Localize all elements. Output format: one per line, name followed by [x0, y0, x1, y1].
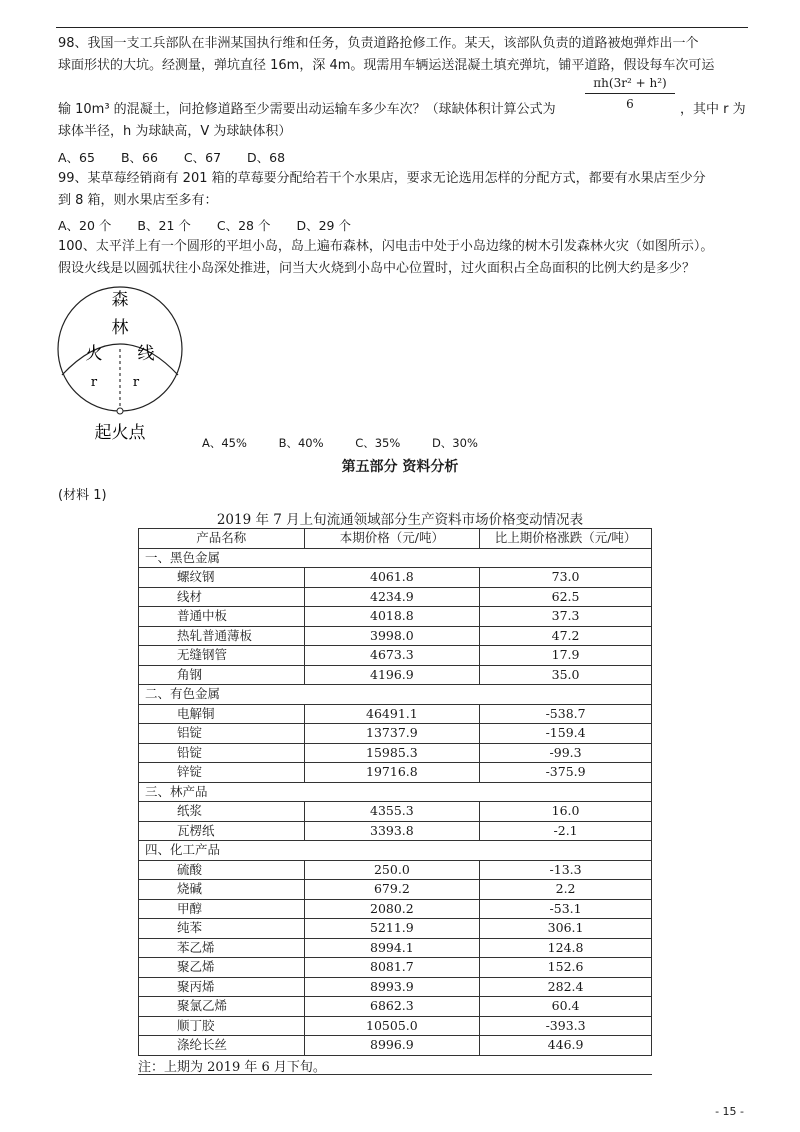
- product-name-cell: 线材: [139, 587, 305, 607]
- table-header-row: [139, 529, 652, 549]
- header-change: 比上期价格涨跌（元/吨）: [480, 529, 652, 549]
- current-price-cell: 4673.3: [304, 646, 480, 666]
- table-row: [139, 607, 652, 627]
- current-price-cell: 250.0: [304, 860, 480, 880]
- top-rule: [56, 27, 748, 28]
- price-change-cell: 17.9: [480, 646, 652, 666]
- table-row: [139, 977, 652, 997]
- price-change-cell: -99.3: [480, 743, 652, 763]
- fire-line-arc: [62, 344, 178, 375]
- product-name-cell: 甲醇: [139, 899, 305, 919]
- header-product: 产品名称: [139, 529, 305, 549]
- sphere-cap-formula: [585, 76, 675, 111]
- product-name-cell: 聚乙烯: [139, 958, 305, 978]
- formula-numerator: πh(3r² + h²): [585, 76, 675, 94]
- option-a: A、45%: [202, 436, 247, 450]
- option-b: B、21 个: [137, 218, 191, 233]
- table-row: [139, 704, 652, 724]
- price-change-cell: 35.0: [480, 665, 652, 685]
- table-row: [139, 626, 652, 646]
- current-price-cell: 3998.0: [304, 626, 480, 646]
- question-98-options: [58, 148, 307, 166]
- price-change-cell: 37.3: [480, 607, 652, 627]
- current-price-cell: 4061.8: [304, 568, 480, 588]
- table-row: [139, 899, 652, 919]
- category-row: [139, 548, 652, 568]
- current-price-cell: 679.2: [304, 880, 480, 900]
- radius-label-right: r: [132, 375, 140, 390]
- category-empty-cell: [480, 548, 652, 568]
- table-row: [139, 587, 652, 607]
- question-100-options: [202, 435, 506, 451]
- table-row: [139, 665, 652, 685]
- fire-line-char-1: 火: [85, 344, 103, 364]
- question-99-line2: 到 8 箱，则水果店至多有：: [58, 193, 218, 208]
- island-fire-diagram: [50, 283, 200, 445]
- price-change-cell: -159.4: [480, 724, 652, 744]
- price-change-cell: 152.6: [480, 958, 652, 978]
- category-label: 二、有色金属: [139, 685, 305, 705]
- table-row: [139, 860, 652, 880]
- price-change-cell: -13.3: [480, 860, 652, 880]
- question-98-line4: 球体半径，h 为球缺高，V 为球缺体积）: [58, 124, 292, 139]
- category-row: [139, 685, 652, 705]
- product-name-cell: 纸浆: [139, 802, 305, 822]
- product-name-cell: 铝锭: [139, 724, 305, 744]
- product-name-cell: 热轧普通薄板: [139, 626, 305, 646]
- current-price-cell: 4018.8: [304, 607, 480, 627]
- product-name-cell: 烧碱: [139, 880, 305, 900]
- current-price-cell: 19716.8: [304, 763, 480, 783]
- category-empty-cell: [304, 841, 480, 861]
- price-change-cell: -538.7: [480, 704, 652, 724]
- product-name-cell: 纯苯: [139, 919, 305, 939]
- product-name-cell: 顺丁胶: [139, 1016, 305, 1036]
- product-name-cell: 普通中板: [139, 607, 305, 627]
- price-table: [138, 528, 652, 1056]
- price-change-cell: 446.9: [480, 1036, 652, 1056]
- product-name-cell: 铅锭: [139, 743, 305, 763]
- fire-line-char-2: 线: [137, 344, 155, 364]
- product-name-cell: 聚氯乙烯: [139, 997, 305, 1017]
- option-c: C、67: [183, 150, 222, 165]
- price-change-cell: 2.2: [480, 880, 652, 900]
- table-row: [139, 1036, 652, 1056]
- current-price-cell: 6862.3: [304, 997, 480, 1017]
- question-98-line3-tail: ，其中 r 为: [680, 102, 746, 117]
- table-row: [139, 568, 652, 588]
- current-price-cell: 4355.3: [304, 802, 480, 822]
- formula-denominator: 6: [626, 97, 634, 111]
- current-price-cell: 8996.9: [304, 1036, 480, 1056]
- table-body: [139, 548, 652, 1055]
- current-price-cell: 2080.2: [304, 899, 480, 919]
- price-change-cell: -53.1: [480, 899, 652, 919]
- current-price-cell: 3393.8: [304, 821, 480, 841]
- option-a: A、65: [58, 150, 95, 165]
- option-d: D、29 个: [296, 218, 351, 233]
- table-row: [139, 802, 652, 822]
- current-price-cell: 46491.1: [304, 704, 480, 724]
- option-d: D、30%: [431, 436, 478, 450]
- question-100-line1: 100、太平洋上有一个圆形的平坦小岛，岛上遍布森林，闪电击中处于小岛边缘的树木引发森林火灾（如图所示）。: [58, 239, 714, 254]
- product-name-cell: 锌锭: [139, 763, 305, 783]
- price-change-cell: 60.4: [480, 997, 652, 1017]
- category-empty-cell: [304, 685, 480, 705]
- question-98-line3: 输 10m³ 的混凝土，问抢修道路至少需要出动运输车多少车次？（球缺体积计算公式为: [58, 102, 556, 117]
- radius-label-left: r: [90, 375, 98, 390]
- table-row: [139, 958, 652, 978]
- product-name-cell: 聚丙烯: [139, 977, 305, 997]
- option-c: C、35%: [355, 436, 401, 450]
- material-label: (材料 1): [58, 488, 107, 503]
- question-100-line2: 假设火线是以圆弧状往小岛深处推进，问当大火烧到小岛中心位置时，过火面积占全岛面积的比例大约是多少？: [58, 261, 696, 276]
- price-change-cell: 73.0: [480, 568, 652, 588]
- option-d: D、68: [247, 150, 286, 165]
- product-name-cell: 无缝钢管: [139, 646, 305, 666]
- price-change-cell: 124.8: [480, 938, 652, 958]
- forest-char-2: 林: [111, 318, 129, 338]
- table-row: [139, 763, 652, 783]
- current-price-cell: 4234.9: [304, 587, 480, 607]
- table-row: [139, 1016, 652, 1036]
- table-note: 注：上期为 2019 年 6 月下旬。: [138, 1060, 326, 1075]
- current-price-cell: 8993.9: [304, 977, 480, 997]
- current-price-cell: 10505.0: [304, 1016, 480, 1036]
- table-row: [139, 724, 652, 744]
- current-price-cell: 13737.9: [304, 724, 480, 744]
- product-name-cell: 角钢: [139, 665, 305, 685]
- question-98-line1: 98、我国一支工兵部队在非洲某国执行维和任务，负责道路抢修工作。某天，该部队负责的道路被炮弹炸出一个: [58, 36, 699, 51]
- question-99-line1: 99、某草莓经销商有 201 箱的草莓要分配给若干个水果店，要求无论选用怎样的分配方式，都要有水果店至少分: [58, 171, 706, 186]
- table-row: [139, 743, 652, 763]
- price-change-cell: 282.4: [480, 977, 652, 997]
- price-change-cell: -2.1: [480, 821, 652, 841]
- category-row: [139, 782, 652, 802]
- category-empty-cell: [480, 841, 652, 861]
- category-label: 三、林产品: [139, 782, 305, 802]
- page-number: - 15 -: [715, 1105, 744, 1118]
- table-row: [139, 821, 652, 841]
- current-price-cell: 5211.9: [304, 919, 480, 939]
- option-c: C、28 个: [216, 218, 271, 233]
- table-row: [139, 646, 652, 666]
- current-price-cell: 8994.1: [304, 938, 480, 958]
- product-name-cell: 硫酸: [139, 860, 305, 880]
- option-b: B、40%: [278, 436, 324, 450]
- category-empty-cell: [304, 548, 480, 568]
- product-name-cell: 瓦楞纸: [139, 821, 305, 841]
- product-name-cell: 苯乙烯: [139, 938, 305, 958]
- price-change-cell: 47.2: [480, 626, 652, 646]
- product-name-cell: 电解铜: [139, 704, 305, 724]
- table-title: 2019 年 7 月上旬流通领域部分生产资料市场价格变动情况表: [216, 512, 584, 528]
- category-label: 四、化工产品: [139, 841, 305, 861]
- current-price-cell: 4196.9: [304, 665, 480, 685]
- price-change-cell: 306.1: [480, 919, 652, 939]
- current-price-cell: 8081.7: [304, 958, 480, 978]
- product-name-cell: 螺纹钢: [139, 568, 305, 588]
- category-label: 一、黑色金属: [139, 548, 305, 568]
- price-change-cell: -393.3: [480, 1016, 652, 1036]
- category-empty-cell: [480, 782, 652, 802]
- section-title: 第五部分 资料分析: [341, 459, 459, 475]
- option-b: B、66: [120, 150, 158, 165]
- header-current-price: 本期价格（元/吨）: [304, 529, 480, 549]
- table-row: [139, 919, 652, 939]
- forest-char-1: 森: [111, 290, 129, 310]
- product-name-cell: 涤纶长丝: [139, 1036, 305, 1056]
- table-row: [139, 997, 652, 1017]
- price-change-cell: -375.9: [480, 763, 652, 783]
- category-empty-cell: [480, 685, 652, 705]
- question-99-options: [58, 216, 373, 234]
- question-98-line2: 球面形状的大坑。经测量，弹坑直径 16m，深 4m。现需用车辆运送混凝土填充弹坑，铺平道路，假设每车次可运: [58, 58, 715, 73]
- table-row: [139, 880, 652, 900]
- table-row: [139, 938, 652, 958]
- price-change-cell: 16.0: [480, 802, 652, 822]
- price-change-cell: 62.5: [480, 587, 652, 607]
- current-price-cell: 15985.3: [304, 743, 480, 763]
- category-row: [139, 841, 652, 861]
- fire-origin-point: [117, 408, 123, 414]
- category-empty-cell: [304, 782, 480, 802]
- fire-origin-label: 起火点: [94, 423, 146, 443]
- option-a: A、20 个: [58, 218, 112, 233]
